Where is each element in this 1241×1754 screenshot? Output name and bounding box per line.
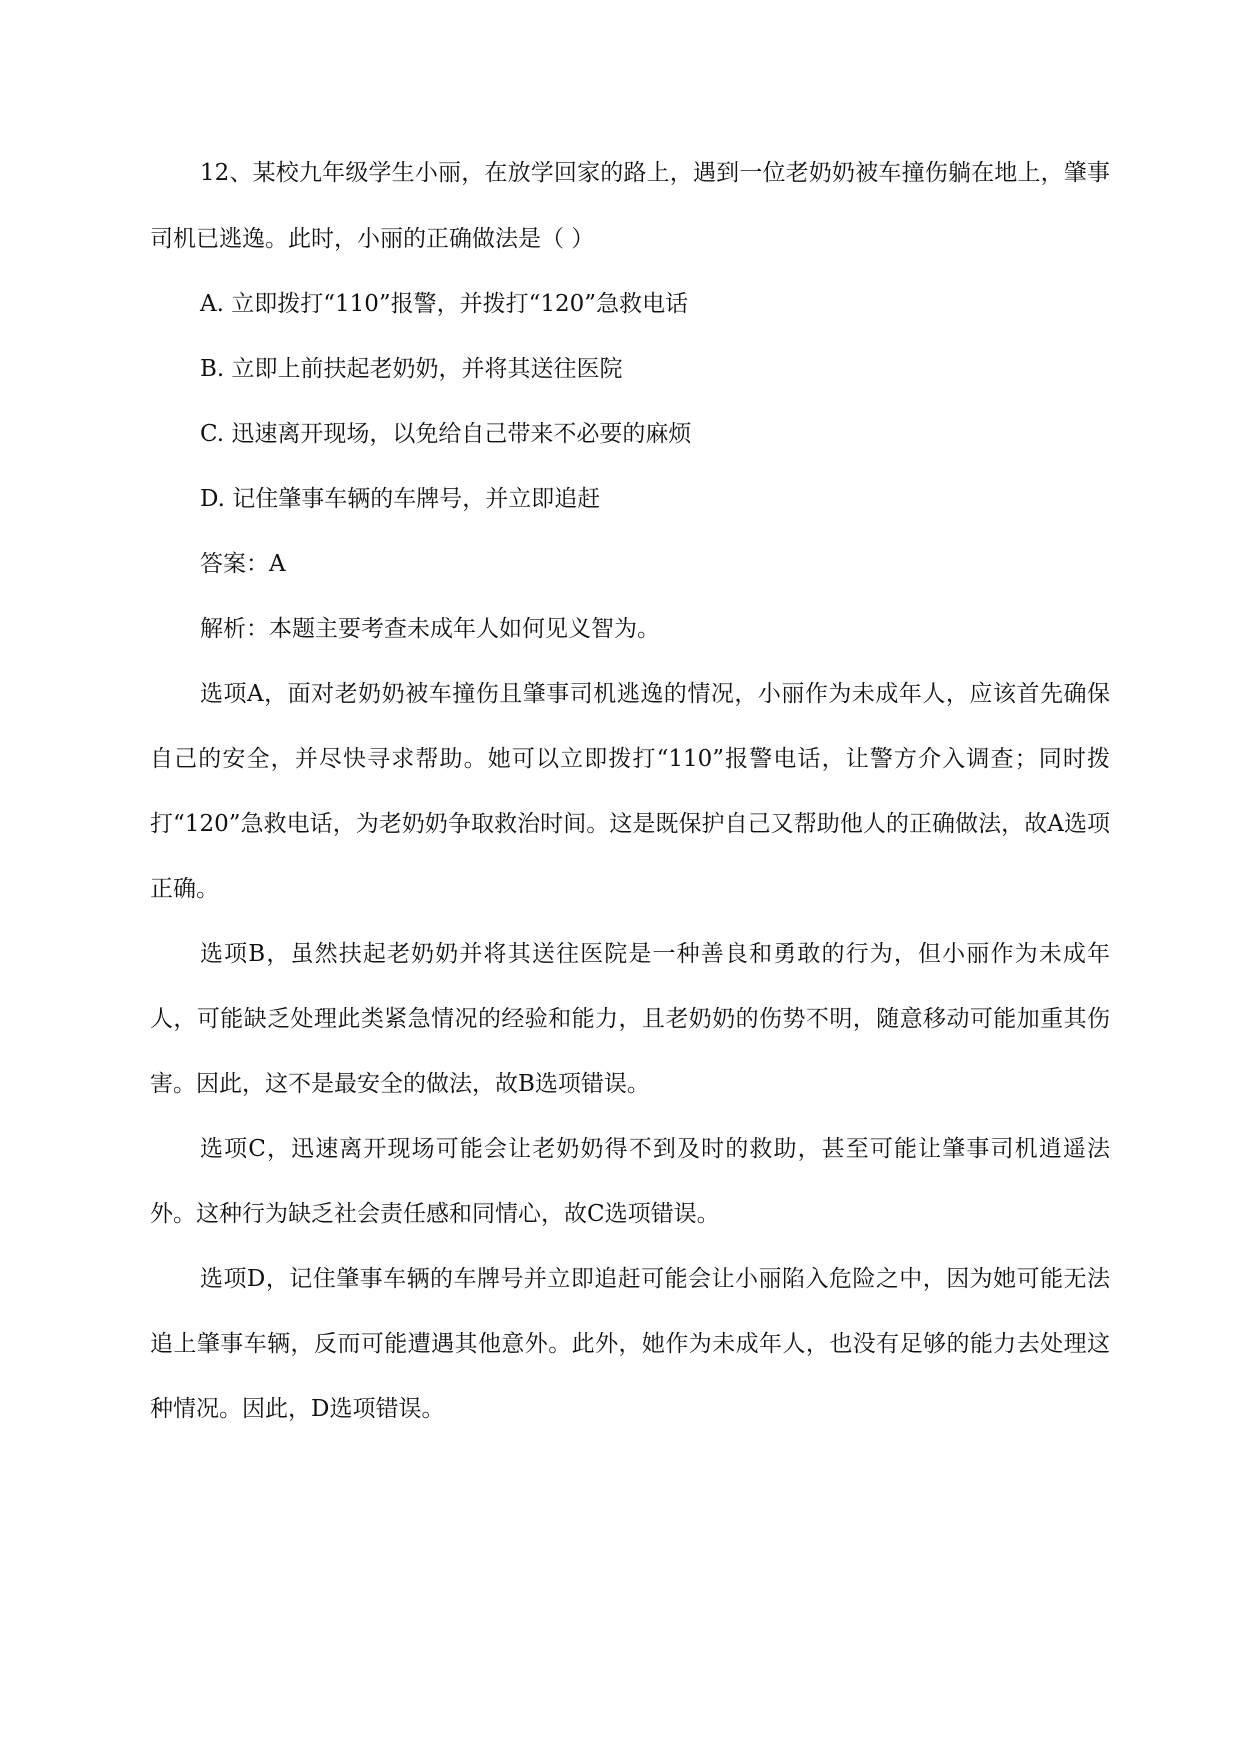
option-b: B. 立即上前扶起老奶奶，并将其送往医院 <box>200 356 623 382</box>
question-block <box>150 140 1110 1442</box>
analysis-option-b: 选项B，虽然扶起老奶奶并将其送往医院是一种善良和勇敢的行为，但小丽作为未成年人，可能缺乏处理此类紧急情况的经验和能力，且老奶奶的伤势不明，随意移动可能加重其伤害。因此，这不是最安全的做法，故B选项错误。 <box>150 941 1110 1097</box>
analysis-option-d: 选项D，记住肇事车辆的车牌号并立即追赶可能会让小丽陷入危险之中，因为她可能无法追上肇事车辆，反而可能遭遇其他意外。此外，她作为未成年人，也没有足够的能力去处理这种情况。因此，D选项错误。 <box>150 1266 1110 1422</box>
analysis-intro: 解析：本题主要考查未成年人如何见义智为。 <box>200 616 660 642</box>
analysis-option-c: 选项C，迅速离开现场可能会让老奶奶得不到及时的救助，甚至可能让肇事司机逍遥法外。这种行为缺乏社会责任感和同情心，故C选项错误。 <box>150 1136 1110 1227</box>
option-a: A. 立即拨打“110”报警，并拨打“120”急救电话 <box>200 291 689 317</box>
option-d: D. 记住肇事车辆的车牌号，并立即追赶 <box>200 486 601 512</box>
option-c: C. 迅速离开现场，以免给自己带来不必要的麻烦 <box>200 421 692 447</box>
question-stem: 12、某校九年级学生小丽，在放学回家的路上，遇到一位老奶奶被车撞伤躺在地上，肇事司机已逃逸。此时，小丽的正确做法是（ ） <box>150 160 1110 252</box>
answer-line: 答案：A <box>200 551 286 577</box>
analysis-option-a: 选项A，面对老奶奶被车撞伤且肇事司机逃逸的情况，小丽作为未成年人，应该首先确保自己的安全，并尽快寻求帮助。她可以立即拨打“110”报警电话，让警方介入调查；同时拨打“120”急救电话，为老奶奶争取救治时间。这是既保护自己又帮助他人的正确做法，故A选项正确。 <box>150 681 1110 902</box>
